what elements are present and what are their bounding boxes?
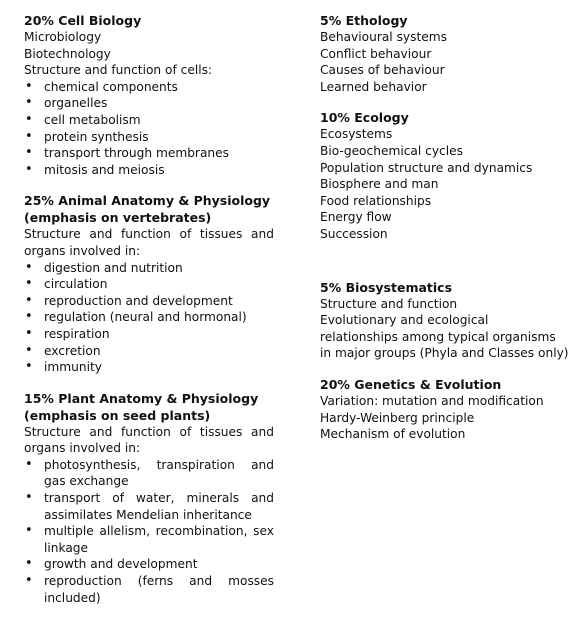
animal-anatomy-bullet-list [24,260,274,376]
animal-anatomy-subheading: (emphasis on vertebrates) [24,210,212,226]
ethology-line: Learned behavior [320,79,427,94]
list-item: • reproduction (ferns and mosses included) [24,573,274,606]
ecology-heading: 10% Ecology [320,110,409,126]
animal-anatomy-section [24,192,274,375]
cell-biology-line: Structure and function of cells: [24,63,213,78]
list-item: • immunity [24,359,274,376]
list-item: • cell metabolism [24,112,274,129]
biosystematics-line: Structure and function [320,296,458,311]
list-item: • organelles [24,95,274,112]
list-item: • growth and development [24,556,274,573]
list-item: • digestion and nutrition [24,260,274,277]
ecology-section [320,109,570,242]
ethology-section [320,12,570,95]
genetics-evolution-line: Mechanism of evolution [320,427,466,442]
genetics-evolution-section [320,376,570,443]
cell-biology-bullet-list [24,79,274,179]
biosystematics-heading: 5% Biosystematics [320,279,453,295]
biosystematics-line: Evolutionary and ecological relationships among typical organisms in major groups (Phyla and Classes only) [320,313,569,361]
plant-anatomy-heading: 15% Plant Anatomy & Physiology [24,390,259,406]
ethology-heading: 5% Ethology [320,13,408,28]
cell-biology-line: Microbiology [24,30,102,44]
list-item: • multiple allelism, recombination, sex linkage [24,523,274,556]
ecology-line: Bio-geochemical cycles [320,143,463,158]
list-item: • chemical components [24,79,274,96]
list-item: • photosynthesis, transpiration and gas exchange [24,457,274,490]
plant-anatomy-bullet-list [24,457,274,606]
ecology-line: Food relationships [320,193,432,208]
genetics-evolution-line: Hardy-Weinberg principle [320,410,475,425]
cell-biology-line: Biotechnology [24,46,111,61]
animal-anatomy-heading: 25% Animal Anatomy & Physiology [24,193,271,209]
ecology-line: Biosphere and man [320,177,439,192]
list-item: • circulation [24,276,274,293]
ethology-line: Conflict behaviour [320,46,432,61]
animal-anatomy-intro: Structure and function of tissues and organs involved in: [24,227,274,258]
genetics-evolution-line: Variation: mutation and modification [320,393,544,408]
ecology-line: Energy flow [320,210,392,225]
plant-anatomy-section [24,390,274,607]
ethology-line: Causes of behaviour [320,63,445,78]
ecology-line: Ecosystems [320,127,393,142]
cell-biology-heading: 20% Cell Biology [24,13,142,28]
list-item: • excretion [24,343,274,360]
list-item: • transport of water, minerals and assimilates Mendelian inheritance [24,490,274,523]
list-item: • transport through membranes [24,145,274,162]
genetics-evolution-heading: 20% Genetics & Evolution [320,376,502,392]
left-column [24,12,274,606]
list-item: • protein synthesis [24,129,274,146]
plant-anatomy-subheading: (emphasis on seed plants) [24,407,211,423]
list-item: • reproduction and development [24,293,274,310]
list-item: • mitosis and meiosis [24,162,274,179]
list-item: • regulation (neural and hormonal) [24,309,274,326]
ecology-line: Population structure and dynamics [320,160,533,175]
ethology-line: Behavioural systems [320,30,447,44]
right-column [320,12,570,443]
list-item: • respiration [24,326,274,343]
ecology-line: Succession [320,226,388,241]
plant-anatomy-intro: Structure and function of tissues and organs involved in: [24,424,274,456]
biosystematics-section [320,279,570,362]
cell-biology-section [24,12,274,178]
